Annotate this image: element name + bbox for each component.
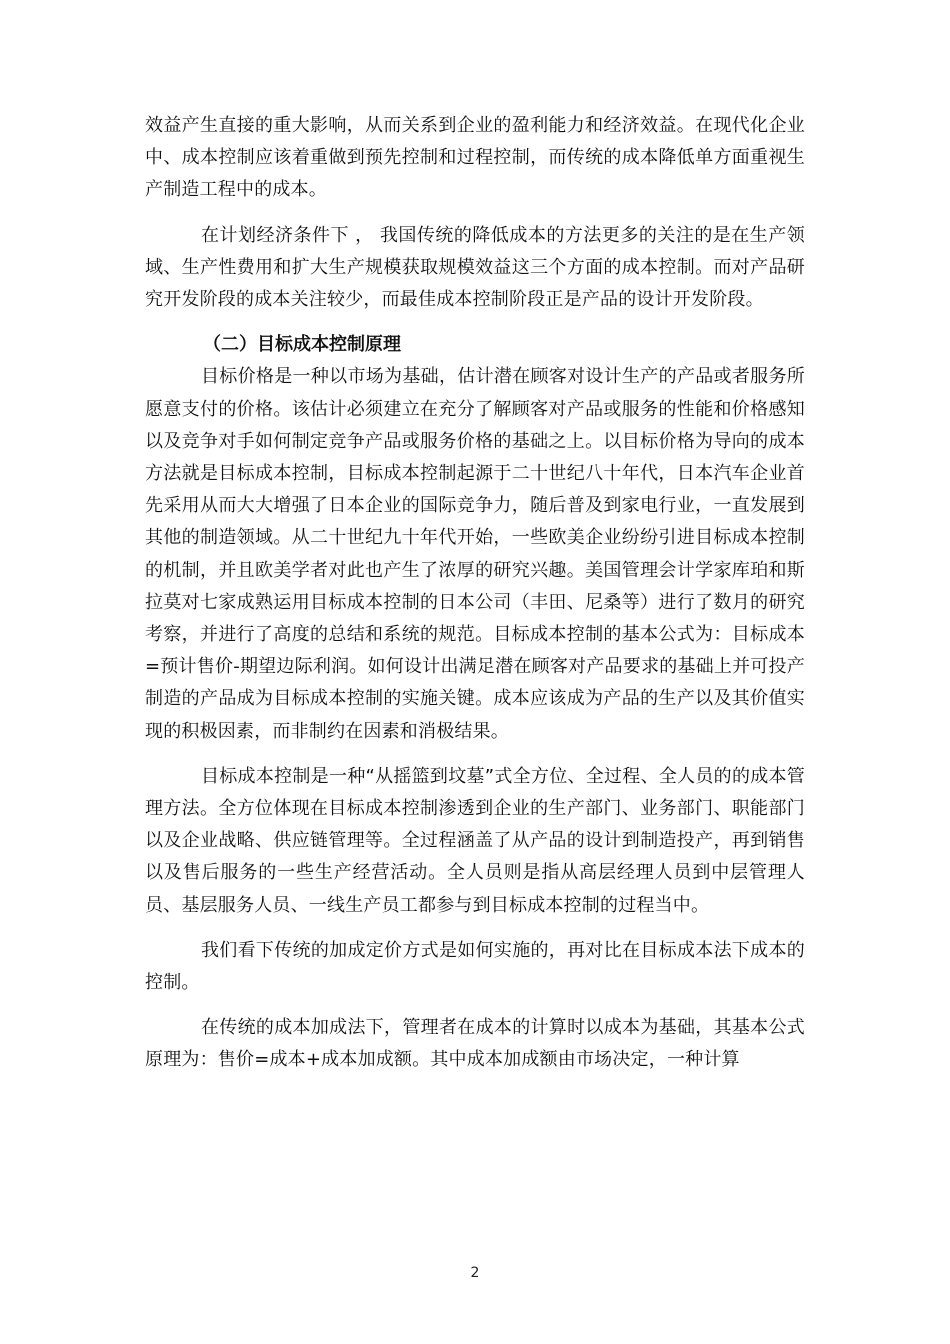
document-body (145, 110, 805, 1077)
section-heading: （二）目标成本控制原理 (203, 334, 401, 356)
paragraph-continuation: 效益产生直接的重大影响，从而关系到企业的盈利能力和经济效益。在现代化企业中、成本控制应该着重做到预先控制和过程控制，而传统的成本降低单方面重视生产制造工程中的成本。 (145, 115, 805, 201)
paragraph-target-price: 目标价格是一种以市场为基础，估计潜在顾客对设计生产的产品或者服务所愿意支付的价格。该估计必须建立在充分了解顾客对产品或服务的性能和价格感知以及竞争对手如何制定竞争产品或服务价格的基础之上。以目标价格为导向的成本方法就是目标成本控制，目标成本控制起源于二十世纪八十年代，日本汽车企业首先采用从而大大增强了日本企业的国际竞争力，随后普及到家电行业，一直发展到其他的制造领域。从二十世纪九十年代开始，一些欧美企业纷纷引进目标成本控制的机制，并且欧美学者对此也产生了浓厚的研究兴趣。美国管理会计学家库珀和斯拉莫对七家成熟运用目标成本控制的日本公司（丰田、尼桑等）进行了数月的研究考察，并进行了高度的总结和系统的规范。目标成本控制的基本公式为：目标成本=预计售价-期望边际利润。如何设计出满足潜在顾客对产品要求的基础上并可投产制造的产品成为目标成本控制的实施关键。成本应该成为产品的生产以及其价值实现的积极因素，而非制约在因素和消极结果。 (145, 366, 805, 742)
paragraph-planned-economy: 在计划经济条件下 ， 我国传统的降低成本的方法更多的关注的是在生产领域、生产性费用和扩大生产规模获取规模效益这三个方面的成本控制。而对产品研究开发阶段的成本关注较少，而最佳成本控制阶段正是产品的设计开发阶段。 (145, 224, 805, 311)
page-number: 2 (470, 1265, 480, 1281)
paragraph-target-cost-control: 目标成本控制是一种“从摇篮到坟墓”式全方位、全过程、全人员的的成本管理方法。全方位体现在目标成本控制渗透到企业的生产部门、业务部门、职能部门以及企业战略、供应链管理等。全过程涵盖了从产品的设计到制造投产，再到销售以及售后服务的一些生产经营活动。全人员则是指从高层经理人员到中层管理人员、基层服务人员、一线生产员工都参与到目标成本控制的过程当中。 (145, 765, 805, 916)
paragraph-cost-plus-method: 在传统的成本加成法下，管理者在成本的计算时以成本为基础，其基本公式原理为：售价=成本+成本加成额。其中成本加成额由市场决定，一种计算 (145, 1017, 805, 1071)
paragraph-markup-pricing: 我们看下传统的加成定价方式是如何实施的，再对比在目标成本法下成本的控制。 (145, 939, 805, 994)
